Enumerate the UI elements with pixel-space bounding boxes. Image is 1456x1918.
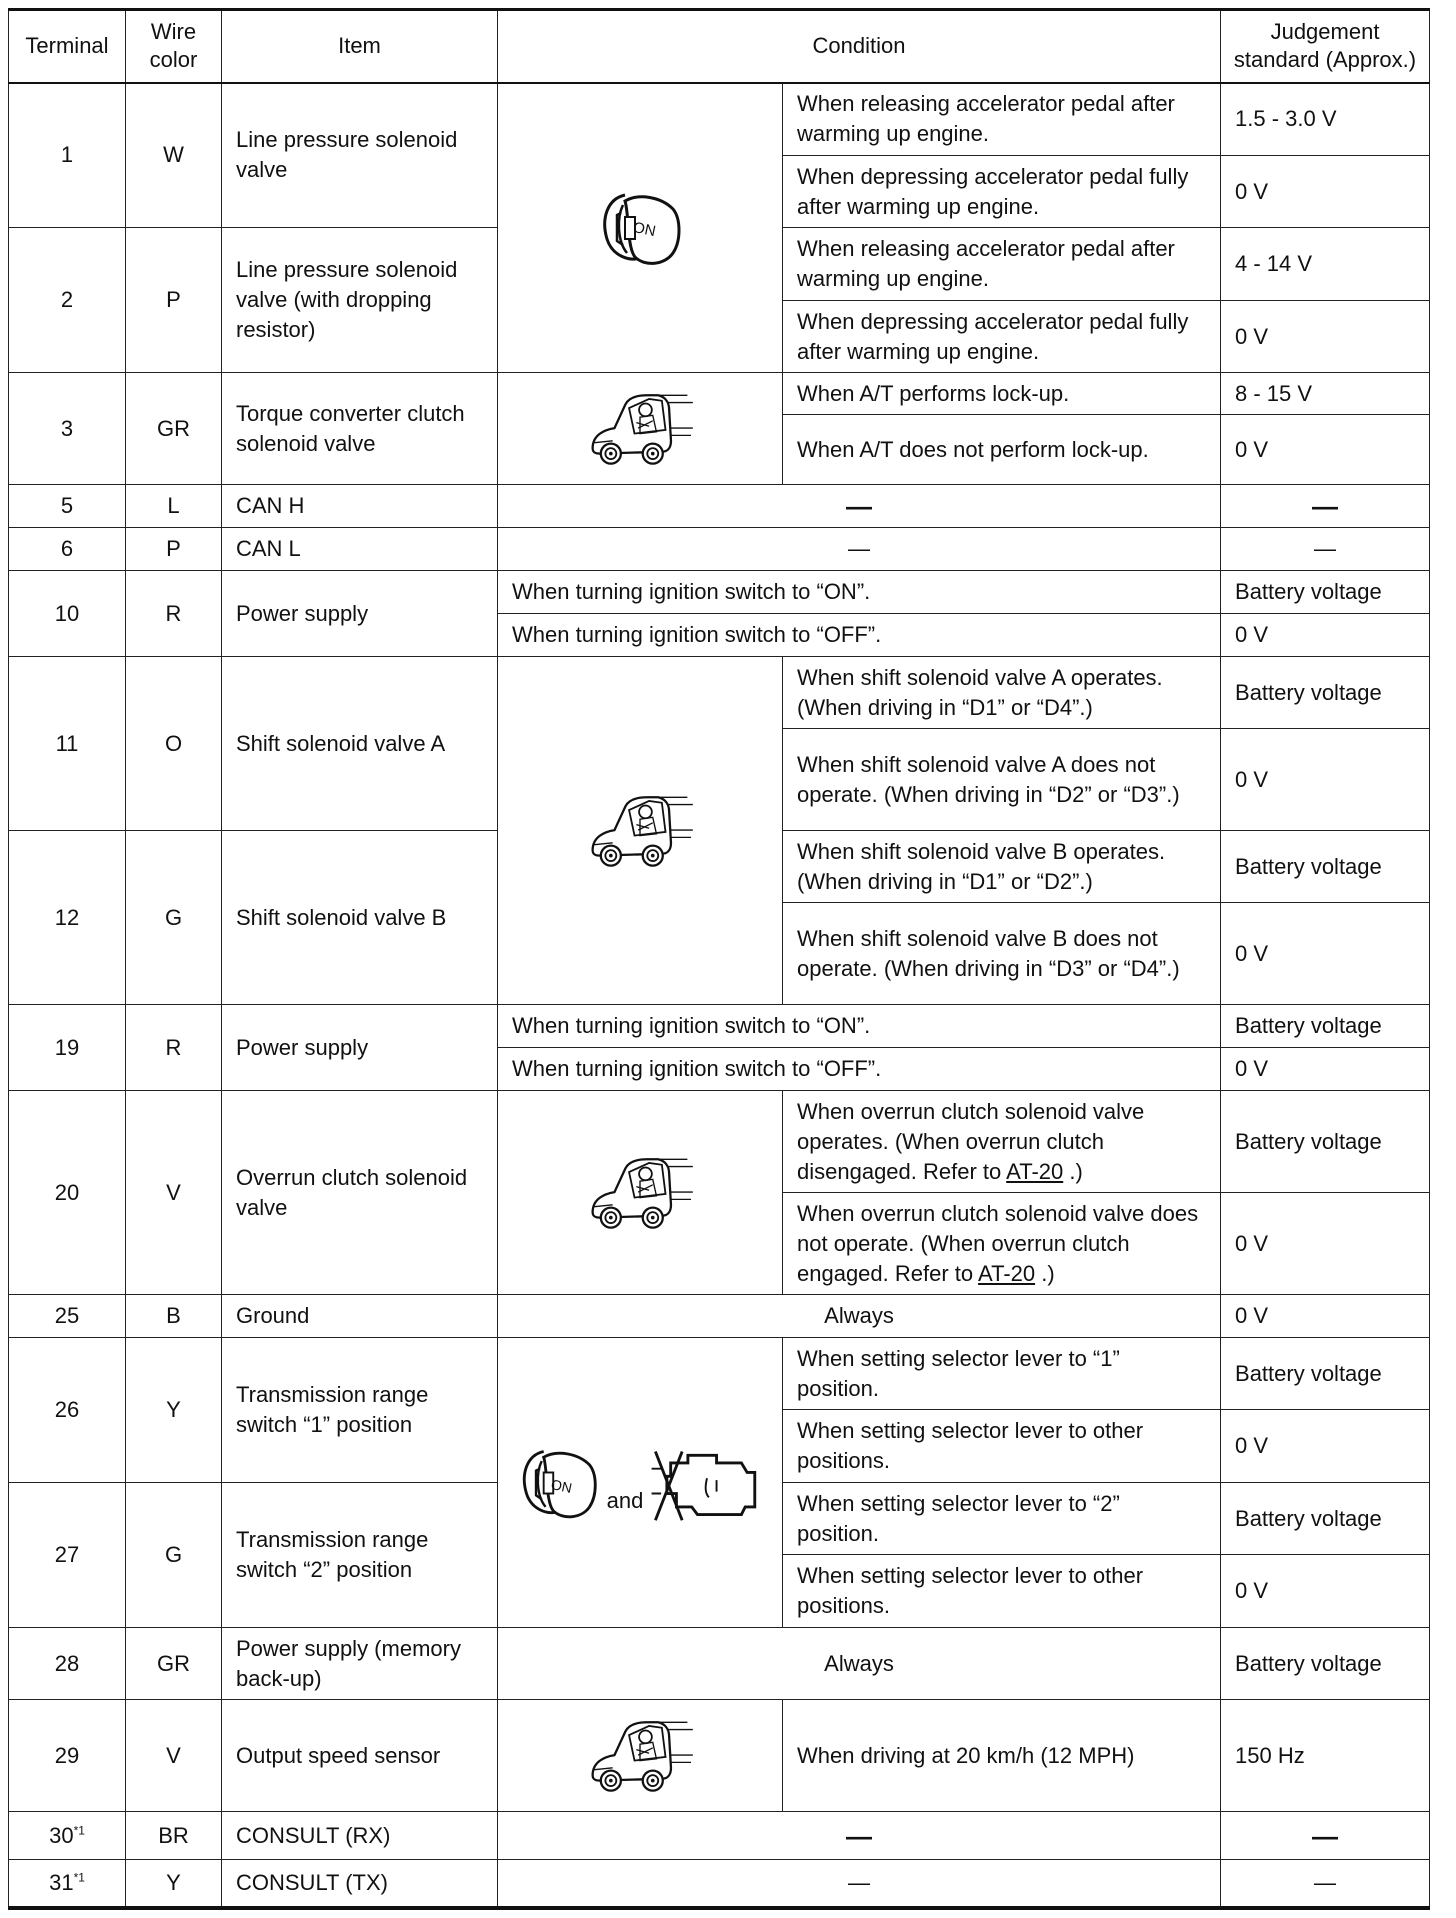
condition-cell: When turning ignition switch to “ON”.	[498, 571, 1221, 614]
condition-cell: When releasing accelerator pedal after warming up engine.	[783, 83, 1221, 156]
ignition-on-engine-stopped-cell	[498, 1338, 783, 1628]
terminal-cell: 25	[9, 1295, 126, 1338]
condition-cell: —	[498, 485, 1221, 528]
wire-color-cell: GR	[126, 1628, 222, 1700]
terminal-cell	[9, 1812, 126, 1860]
reference-link[interactable]: AT-20	[1006, 1158, 1064, 1184]
table-row	[9, 485, 1430, 528]
reference-link[interactable]: AT-20	[978, 1260, 1036, 1286]
header-judgement: Judgement standard (Approx.)	[1221, 10, 1430, 83]
item-cell: Overrun clutch solenoid valve	[222, 1091, 498, 1295]
item-cell: Shift solenoid valve A	[222, 657, 498, 831]
condition-cell: When setting selector lever to other positions.	[783, 1555, 1221, 1628]
condition-cell: When turning ignition switch to “OFF”.	[498, 1048, 1221, 1091]
condition-cell: When A/T performs lock-up.	[783, 373, 1221, 415]
driving-car-icon	[585, 1715, 695, 1797]
judgement-cell: 0 V	[1221, 156, 1430, 228]
table-row	[9, 83, 1430, 156]
table-row	[9, 1295, 1430, 1338]
judgement-cell: —	[1221, 1812, 1430, 1860]
table-row	[9, 528, 1430, 571]
item-cell: Power supply	[222, 571, 498, 657]
judgement-cell: Battery voltage	[1221, 1005, 1430, 1048]
driving-cell	[498, 373, 783, 485]
ignition-on-cell	[498, 83, 783, 373]
terminal-cell: 11	[9, 657, 126, 831]
condition-cell: When setting selector lever to other positions.	[783, 1410, 1221, 1483]
wire-color-cell: GR	[126, 373, 222, 485]
item-cell: Torque converter clutch solenoid valve	[222, 373, 498, 485]
condition-cell: When setting selector lever to “2” position.	[783, 1483, 1221, 1555]
item-cell: Power supply (memory back-up)	[222, 1628, 498, 1700]
judgement-cell: 150 Hz	[1221, 1700, 1430, 1812]
wire-color-cell: P	[126, 228, 222, 373]
terminal-cell: 10	[9, 571, 126, 657]
driving-cell	[498, 1700, 783, 1812]
table-row	[9, 1091, 1430, 1193]
ignition-on-label: ON	[631, 218, 658, 240]
condition-cell: When A/T does not perform lock-up.	[783, 415, 1221, 485]
wire-color-cell: BR	[126, 1812, 222, 1860]
condition-cell: —	[498, 1812, 1221, 1860]
table-row	[9, 657, 1430, 729]
terminal-number: 31	[49, 1869, 74, 1895]
judgement-cell: 0 V	[1221, 301, 1430, 373]
condition-cell: When releasing accelerator pedal after warming up engine.	[783, 228, 1221, 301]
wire-color-cell: L	[126, 485, 222, 528]
item-cell: Line pressure solenoid valve	[222, 83, 498, 228]
footnote-marker: *1	[73, 1870, 85, 1885]
wire-color-cell: G	[126, 831, 222, 1005]
item-cell: Power supply	[222, 1005, 498, 1091]
wire-color-cell: Y	[126, 1860, 222, 1908]
item-cell: Shift solenoid valve B	[222, 831, 498, 1005]
table-row	[9, 1812, 1430, 1860]
terminal-cell: 3	[9, 373, 126, 485]
wire-color-cell: O	[126, 657, 222, 831]
condition-cell: Always	[498, 1295, 1221, 1338]
condition-text-end: .)	[1069, 1158, 1083, 1184]
item-cell: CAN L	[222, 528, 498, 571]
ignition-key-on-icon	[515, 1440, 601, 1526]
condition-cell: —	[498, 528, 1221, 571]
condition-cell: When shift solenoid valve B operates. (When driving in “D1” or “D2”.)	[783, 831, 1221, 903]
engine-stopped-icon	[649, 1440, 765, 1526]
header-wire-color: Wire color	[126, 10, 222, 83]
item-cell: CONSULT (TX)	[222, 1860, 498, 1908]
driving-cell	[498, 1091, 783, 1295]
table-row	[9, 1628, 1430, 1700]
wire-color-cell: B	[126, 1295, 222, 1338]
condition-cell: When depressing accelerator pedal fully after warming up engine.	[783, 156, 1221, 228]
condition-cell: —	[498, 1860, 1221, 1908]
terminal-reference-table	[8, 8, 1430, 1910]
terminal-cell: 2	[9, 228, 126, 373]
condition-cell: When shift solenoid valve A does not operate. (When driving in “D2” or “D3”.)	[783, 729, 1221, 831]
terminal-cell: 26	[9, 1338, 126, 1483]
table-row	[9, 1338, 1430, 1410]
judgement-cell: 0 V	[1221, 1410, 1430, 1483]
table-row	[9, 1860, 1430, 1908]
driving-car-icon	[585, 388, 695, 470]
wire-color-cell: W	[126, 83, 222, 228]
judgement-cell: —	[1221, 1860, 1430, 1908]
footnote-marker: *1	[73, 1823, 85, 1838]
judgement-cell: —	[1221, 485, 1430, 528]
wire-color-cell: V	[126, 1091, 222, 1295]
terminal-cell: 6	[9, 528, 126, 571]
terminal-cell	[9, 1860, 126, 1908]
terminal-cell: 29	[9, 1700, 126, 1812]
header-terminal: Terminal	[9, 10, 126, 83]
judgement-cell: 1.5 - 3.0 V	[1221, 83, 1430, 156]
condition-cell	[783, 1091, 1221, 1193]
judgement-cell: 0 V	[1221, 729, 1430, 831]
judgement-cell: —	[1221, 528, 1430, 571]
header-row	[9, 10, 1430, 83]
wire-color-cell: R	[126, 1005, 222, 1091]
header-item: Item	[222, 10, 498, 83]
judgement-cell: Battery voltage	[1221, 571, 1430, 614]
header-condition: Condition	[498, 10, 1221, 83]
judgement-cell: Battery voltage	[1221, 1628, 1430, 1700]
terminal-cell: 28	[9, 1628, 126, 1700]
judgement-cell: 0 V	[1221, 415, 1430, 485]
judgement-cell: 0 V	[1221, 903, 1430, 1005]
condition-cell: Always	[498, 1628, 1221, 1700]
driving-cell	[498, 657, 783, 1005]
judgement-cell: 0 V	[1221, 614, 1430, 657]
table-row	[9, 1005, 1430, 1048]
item-cell: Transmission range switch “1” position	[222, 1338, 498, 1483]
judgement-cell: 0 V	[1221, 1555, 1430, 1628]
wire-color-cell: R	[126, 571, 222, 657]
judgement-cell: 8 - 15 V	[1221, 373, 1430, 415]
condition-cell: When shift solenoid valve B does not operate. (When driving in “D3” or “D4”.)	[783, 903, 1221, 1005]
condition-cell: When turning ignition switch to “ON”.	[498, 1005, 1221, 1048]
item-cell: Ground	[222, 1295, 498, 1338]
condition-cell: When driving at 20 km/h (12 MPH)	[783, 1700, 1221, 1812]
driving-car-icon	[585, 790, 695, 872]
item-cell: Transmission range switch “2” position	[222, 1483, 498, 1628]
driving-car-icon	[585, 1152, 695, 1234]
judgement-cell: 0 V	[1221, 1193, 1430, 1295]
wire-color-cell: Y	[126, 1338, 222, 1483]
condition-text: When overrun clutch solenoid valve operates. (When overrun clutch disengaged. Refer to	[797, 1098, 1145, 1184]
terminal-cell: 1	[9, 83, 126, 228]
table-row	[9, 373, 1430, 415]
condition-cell: When turning ignition switch to “OFF”.	[498, 614, 1221, 657]
item-cell: Line pressure solenoid valve (with dropping resistor)	[222, 228, 498, 373]
terminal-cell: 20	[9, 1091, 126, 1295]
condition-text: When overrun clutch solenoid valve does not operate. (When overrun clutch engaged. Refer to	[797, 1200, 1199, 1286]
condition-cell	[783, 1193, 1221, 1295]
terminal-cell: 27	[9, 1483, 126, 1628]
wire-color-cell: V	[126, 1700, 222, 1812]
condition-text-end: .)	[1041, 1260, 1055, 1286]
item-cell: CONSULT (RX)	[222, 1812, 498, 1860]
judgement-cell: Battery voltage	[1221, 1483, 1430, 1555]
judgement-cell: 4 - 14 V	[1221, 228, 1430, 301]
judgement-cell: 0 V	[1221, 1295, 1430, 1338]
table-row	[9, 571, 1430, 614]
wire-color-cell: G	[126, 1483, 222, 1628]
terminal-number: 30	[49, 1822, 74, 1848]
table-row	[9, 1700, 1430, 1812]
judgement-cell: Battery voltage	[1221, 657, 1430, 729]
condition-cell: When depressing accelerator pedal fully after warming up engine.	[783, 301, 1221, 373]
ignition-key-on-icon	[595, 183, 685, 273]
terminal-cell: 12	[9, 831, 126, 1005]
judgement-cell: Battery voltage	[1221, 1091, 1430, 1193]
item-cell: Output speed sensor	[222, 1700, 498, 1812]
terminal-table-page	[8, 8, 1429, 1910]
judgement-cell: 0 V	[1221, 1048, 1430, 1091]
condition-cell: When setting selector lever to “1” position.	[783, 1338, 1221, 1410]
judgement-cell: Battery voltage	[1221, 831, 1430, 903]
item-cell: CAN H	[222, 485, 498, 528]
terminal-cell: 19	[9, 1005, 126, 1091]
terminal-cell: 5	[9, 485, 126, 528]
condition-cell: When shift solenoid valve A operates. (When driving in “D1” or “D4”.)	[783, 657, 1221, 729]
ignition-on-label: ON	[549, 1475, 574, 1496]
wire-color-cell: P	[126, 528, 222, 571]
and-label: and	[606, 1487, 644, 1513]
judgement-cell: Battery voltage	[1221, 1338, 1430, 1410]
